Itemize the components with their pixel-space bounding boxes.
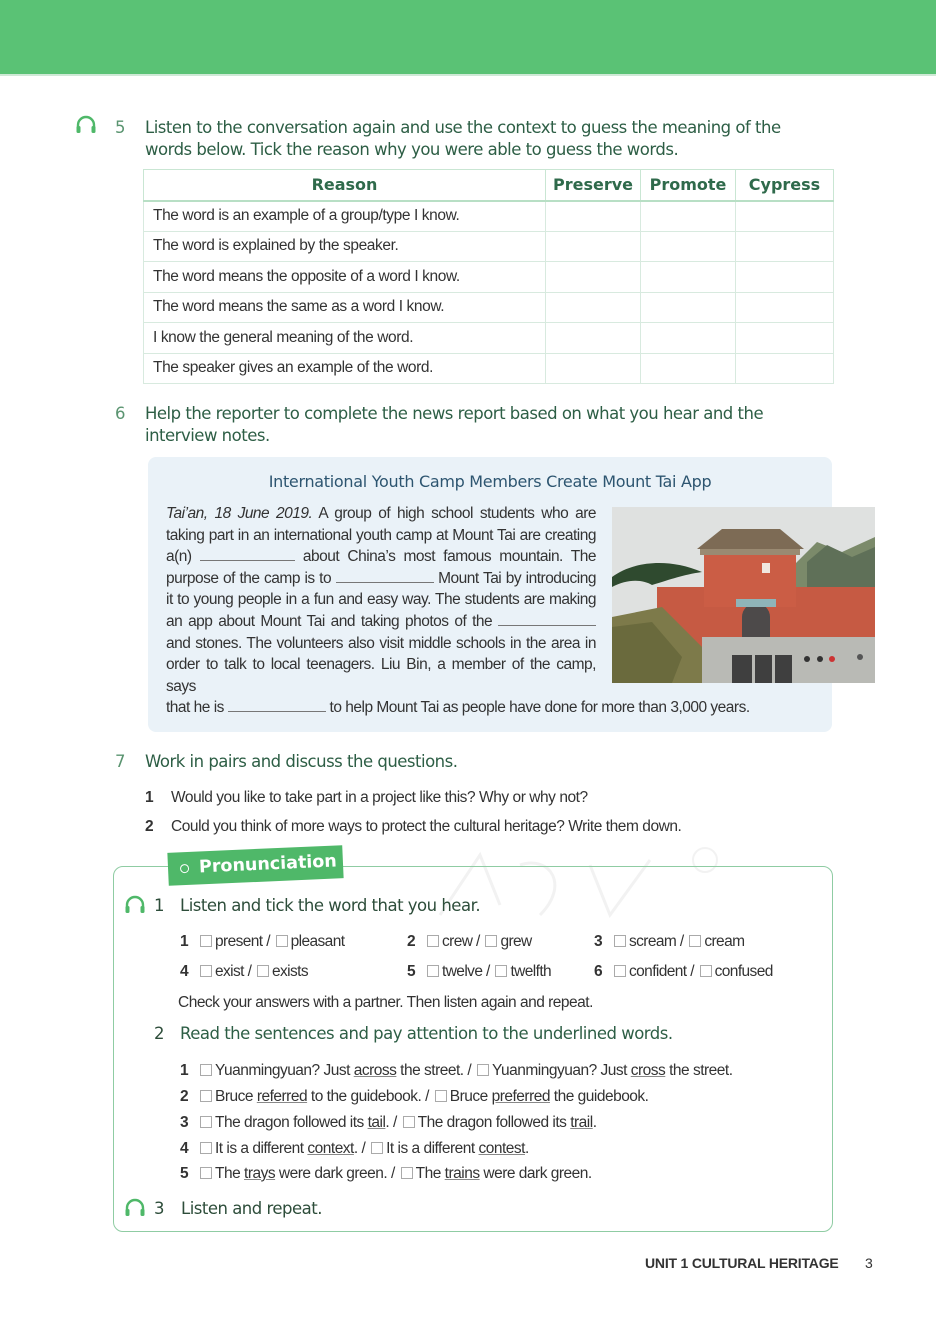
- sentence-text: The dragon followed its: [417, 1114, 571, 1131]
- tick-cell-preserve[interactable]: [546, 353, 641, 384]
- table-header-row: [144, 170, 834, 201]
- exercise-5-instruction-1: Listen to the conversation again and use the context to guess the meaning of the: [145, 118, 781, 137]
- exercise-5-heading: [115, 117, 781, 161]
- checkbox[interactable]: [200, 965, 212, 977]
- pron-ex1-number: 1: [154, 896, 164, 915]
- sentence-number: 5: [180, 1165, 189, 1182]
- separator: /: [421, 1088, 433, 1105]
- sentence-text: The: [415, 1165, 445, 1182]
- word-option: present: [215, 933, 263, 950]
- exercise-5-instruction-2: words below. Tick the reason why you were able to guess the words.: [145, 140, 679, 159]
- news-text-5b: to help Mount Tai as people have done for more than 3,000 years.: [325, 699, 750, 717]
- checkbox[interactable]: [200, 1090, 212, 1102]
- tick-cell-cypress[interactable]: [736, 353, 834, 384]
- word-option: pleasant: [290, 933, 345, 950]
- sentence-text: It is a different: [215, 1140, 308, 1157]
- checkbox[interactable]: [435, 1090, 447, 1102]
- checkbox[interactable]: [200, 1064, 212, 1076]
- word-option: confident: [629, 963, 687, 980]
- checkbox[interactable]: [257, 965, 269, 977]
- sentence-pair-5: [180, 1165, 592, 1183]
- circle-bullet-icon: [180, 863, 189, 872]
- sentence-text: the street.: [665, 1062, 733, 1079]
- pair-number: 5: [407, 963, 416, 980]
- header-preserve: Preserve: [546, 170, 641, 201]
- news-last-line: [166, 697, 826, 719]
- separator: /: [389, 1114, 401, 1131]
- pron-ex2-instruction: Read the sentences and pay attention to the underlined words.: [180, 1024, 673, 1043]
- pron-ex3-number: 3: [154, 1199, 164, 1218]
- question-text: Would you like to take part in a project like this? Why or why not?: [171, 789, 588, 806]
- sentence-text: the guidebook.: [549, 1088, 649, 1105]
- sentence-text: The dragon followed its: [215, 1114, 368, 1131]
- checkbox[interactable]: [200, 1167, 212, 1179]
- reason-cell: The word is explained by the speaker.: [144, 231, 546, 262]
- separator: /: [357, 1140, 370, 1157]
- news-text-2: about China’s most famous mountain. The purpose of the camp is to: [166, 548, 596, 587]
- separator: /: [387, 1165, 399, 1182]
- pair-number: 6: [594, 963, 603, 980]
- exercise-6-number: 6: [115, 404, 125, 423]
- checkbox[interactable]: [200, 1142, 212, 1154]
- sentence-text: .: [385, 1114, 390, 1131]
- sentence-text: were dark green.: [479, 1165, 592, 1182]
- checkbox[interactable]: [689, 935, 701, 947]
- pronunciation-tag-label: Pronunciation: [198, 851, 338, 878]
- table-row: [144, 201, 834, 232]
- sentence-text: The: [215, 1165, 245, 1182]
- question-1: [145, 789, 588, 807]
- sentence-number: 1: [180, 1062, 189, 1079]
- tick-cell-preserve[interactable]: [546, 262, 641, 293]
- checkbox[interactable]: [276, 935, 288, 947]
- sentence-text: Yuanmingyuan? Just: [492, 1062, 631, 1079]
- reason-cell: The speaker gives an example of the word.: [144, 353, 546, 384]
- separator: /: [463, 1062, 476, 1079]
- tick-cell-promote[interactable]: [641, 353, 736, 384]
- blank-3[interactable]: [498, 612, 596, 626]
- tick-cell-preserve[interactable]: [546, 201, 641, 232]
- sentence-number: 3: [180, 1114, 189, 1131]
- news-text-4: and stones. The volunteers also visit middle schools in the area in order to talk to local teenagers. Liu Bin, a member of the camp, says: [166, 634, 596, 695]
- exercise-6-instruction-2: interview notes.: [145, 426, 270, 445]
- word-pairs-row-1: [180, 933, 820, 953]
- exercise-7-instruction: Work in pairs and discuss the questions.: [145, 752, 458, 771]
- word-option: exists: [272, 963, 309, 980]
- word-option: twelfth: [510, 963, 552, 980]
- tick-cell-promote[interactable]: [641, 231, 736, 262]
- table-row: [144, 231, 834, 262]
- pron-ex2-heading: [154, 1023, 673, 1045]
- sentence-pair-4: [180, 1140, 529, 1158]
- reason-table: [143, 169, 834, 384]
- separator: /: [676, 933, 688, 950]
- checkbox[interactable]: [200, 935, 212, 947]
- sentence-number: 2: [180, 1088, 189, 1105]
- blank-4[interactable]: [228, 698, 326, 712]
- tick-cell-preserve[interactable]: [546, 292, 641, 323]
- underlined-word: preferred: [491, 1088, 550, 1105]
- news-text-3: Mount Tai by introducing it to young people in a fun and easy way. The students are making an app about Mount Tai and taking photos of the: [166, 569, 596, 630]
- exercise-6-instruction-1: Help the reporter to complete the news report based on what you hear and the: [145, 404, 764, 423]
- headphones-icon[interactable]: [124, 1198, 146, 1218]
- pron-ex1-instruction: Listen and tick the word that you hear.: [180, 896, 481, 915]
- news-text-1: A group of high school students who are taking part in an international youth camp at Mount Tai are creating a(n): [166, 505, 596, 566]
- underlined-word: trail: [570, 1114, 593, 1131]
- word-pair-3: [594, 933, 744, 951]
- blank-1[interactable]: [200, 547, 295, 561]
- tick-cell-cypress[interactable]: [736, 262, 834, 293]
- reason-cell: The word is an example of a group/type I know.: [144, 201, 546, 232]
- header-promote: Promote: [641, 170, 736, 201]
- sentence-text: Bruce: [215, 1088, 257, 1105]
- word-option: exist: [215, 963, 244, 980]
- checkbox[interactable]: [477, 1064, 489, 1076]
- pron-ex3-heading: [154, 1198, 323, 1220]
- pron-ex1-heading: [154, 895, 481, 917]
- tick-cell-promote[interactable]: [641, 201, 736, 232]
- pron-ex1-note: Check your answers with a partner. Then listen again and repeat.: [178, 994, 593, 1011]
- word-pairs-row-2: [180, 963, 820, 983]
- word-pair-2: [407, 933, 532, 951]
- tick-cell-promote[interactable]: [641, 323, 736, 354]
- header-cypress: Cypress: [736, 170, 834, 201]
- table-row: [144, 323, 834, 354]
- tick-cell-promote[interactable]: [641, 262, 736, 293]
- table-row: [144, 292, 834, 323]
- word-option: cream: [704, 933, 745, 950]
- underlined-word: across: [353, 1062, 397, 1079]
- reason-cell: The word means the opposite of a word I know.: [144, 262, 546, 293]
- underlined-word: contest: [478, 1140, 525, 1157]
- news-title: International Youth Camp Members Create Mount Tai App: [268, 472, 712, 491]
- checkbox[interactable]: [614, 965, 626, 977]
- separator: /: [686, 963, 698, 980]
- sentence-number: 4: [180, 1140, 189, 1157]
- underlined-word: trays: [244, 1165, 276, 1182]
- checkbox[interactable]: [614, 935, 626, 947]
- tick-cell-cypress[interactable]: [736, 323, 834, 354]
- blank-2[interactable]: [336, 569, 434, 583]
- tick-cell-preserve[interactable]: [546, 231, 641, 262]
- exercise-6-heading: [115, 403, 764, 447]
- pair-number: 3: [594, 933, 603, 950]
- pron-ex3-instruction: Listen and repeat.: [181, 1199, 323, 1218]
- question-2: [145, 818, 681, 836]
- table-row: [144, 353, 834, 384]
- tick-cell-cypress[interactable]: [736, 292, 834, 323]
- table-row: [144, 262, 834, 293]
- pair-number: 1: [180, 933, 189, 950]
- checkbox[interactable]: [495, 965, 507, 977]
- sentence-text: .: [592, 1114, 597, 1131]
- exercise-5-number: 5: [115, 118, 125, 137]
- exercise-7-heading: [115, 751, 458, 773]
- tick-cell-promote[interactable]: [641, 292, 736, 323]
- word-pair-6: [594, 963, 773, 981]
- news-dateline: Tai’an, 18 June 2019.: [166, 505, 313, 522]
- word-option: confused: [714, 963, 773, 980]
- headphones-icon[interactable]: [75, 115, 97, 135]
- unit-footer: UNIT 1 CULTURAL HERITAGE: [645, 1255, 839, 1271]
- sentence-pair-1: [180, 1062, 733, 1080]
- header-band: [0, 0, 936, 76]
- separator: /: [243, 963, 255, 980]
- sentence-text: It is a different: [386, 1140, 479, 1157]
- word-pair-1: [180, 933, 344, 951]
- sentence-text: were dark green.: [275, 1165, 388, 1182]
- sentence-pair-2: [180, 1088, 649, 1106]
- word-option: scream: [629, 933, 677, 950]
- question-text: Could you think of more ways to protect the cultural heritage? Write them down.: [171, 818, 682, 835]
- checkbox[interactable]: [700, 965, 712, 977]
- checkbox[interactable]: [401, 1167, 413, 1179]
- tick-cell-cypress[interactable]: [736, 201, 834, 232]
- underlined-word: tail: [367, 1114, 386, 1131]
- word-pair-4: [180, 963, 308, 981]
- page-number: 3: [865, 1255, 873, 1271]
- tick-cell-preserve[interactable]: [546, 323, 641, 354]
- tick-cell-cypress[interactable]: [736, 231, 834, 262]
- question-number: 2: [145, 818, 154, 835]
- reason-cell: The word means the same as a word I know.: [144, 292, 546, 323]
- word-pair-5: [407, 963, 551, 981]
- checkbox[interactable]: [427, 965, 439, 977]
- checkbox[interactable]: [403, 1116, 415, 1128]
- checkbox[interactable]: [427, 935, 439, 947]
- word-option: crew: [442, 933, 473, 950]
- pron-ex2-number: 2: [154, 1024, 164, 1043]
- sentence-text: Bruce: [449, 1088, 492, 1105]
- underlined-word: trains: [444, 1165, 480, 1182]
- question-number: 1: [145, 789, 154, 806]
- news-text-5a: that he is: [166, 699, 228, 717]
- word-option: twelve: [442, 963, 483, 980]
- sentence-text: .: [353, 1140, 358, 1157]
- mount-tai-photo: [612, 507, 875, 683]
- reason-cell: I know the general meaning of the word.: [144, 323, 546, 354]
- sentence-text: the street.: [396, 1062, 464, 1079]
- exercise-7-number: 7: [115, 752, 125, 771]
- headphones-icon[interactable]: [124, 895, 146, 915]
- separator: /: [262, 933, 274, 950]
- sentence-text: .: [524, 1140, 529, 1157]
- sentence-pair-3: [180, 1114, 597, 1132]
- separator: /: [472, 933, 484, 950]
- checkbox[interactable]: [371, 1142, 383, 1154]
- separator: /: [482, 963, 494, 980]
- sentence-text: to the guidebook.: [307, 1088, 422, 1105]
- checkbox[interactable]: [200, 1116, 212, 1128]
- underlined-word: referred: [256, 1088, 308, 1105]
- header-reason: Reason: [144, 170, 546, 201]
- pair-number: 4: [180, 963, 189, 980]
- underlined-word: cross: [630, 1062, 666, 1079]
- word-option: grew: [500, 933, 532, 950]
- pair-number: 2: [407, 933, 416, 950]
- underlined-word: context: [307, 1140, 354, 1157]
- checkbox[interactable]: [485, 935, 497, 947]
- sentence-text: Yuanmingyuan? Just: [215, 1062, 354, 1079]
